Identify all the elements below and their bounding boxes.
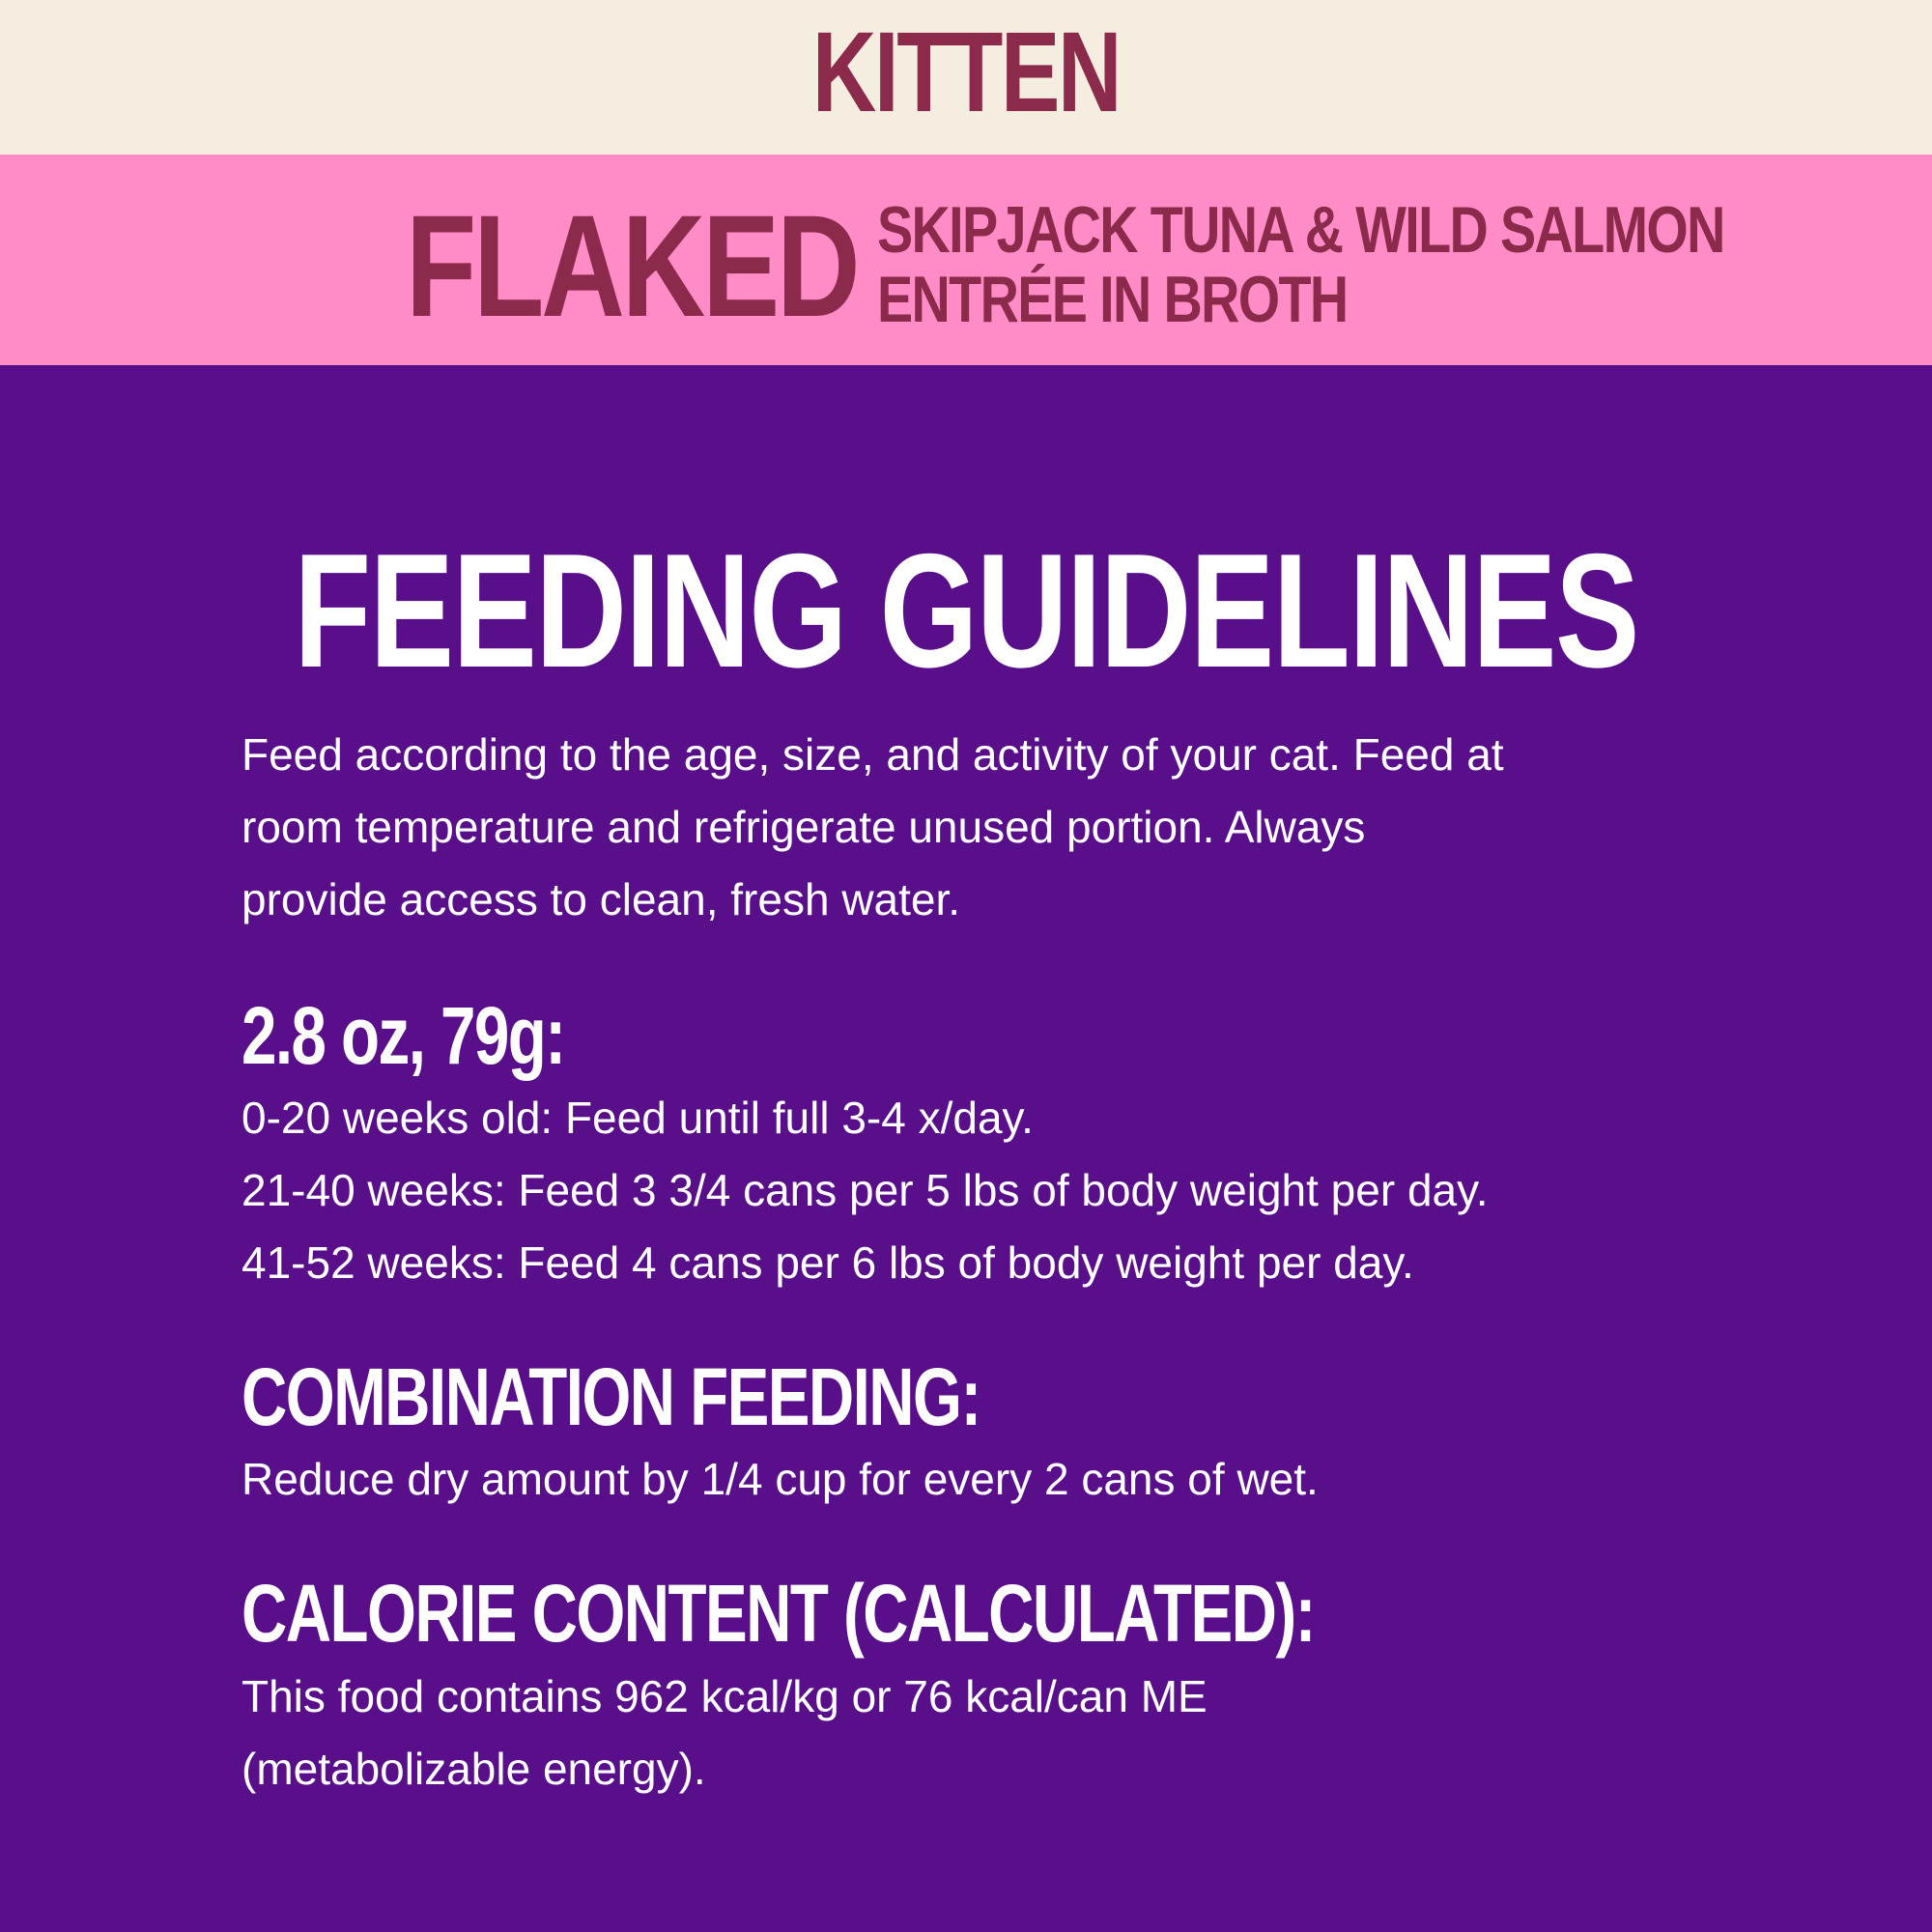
combination-text: Reduce dry amount by 1/4 cup for every 2 cans of wet. [242,1454,1319,1504]
feeding-row-41-52-weeks: 41-52 weeks: Feed 4 cans per 6 lbs of body weight per day. [242,1237,1414,1288]
intro-paragraph [242,719,1710,936]
product-style: FLAKED [406,185,858,347]
size-section-title: 2.8 oz, 79g: [242,990,565,1081]
feeding-row-21-40-weeks: 21-40 weeks: Feed 3 3/4 cans per 5 lbs of body weight per day. [242,1165,1489,1215]
intro-line-2: room temperature and refrigerate unused portion. Always [242,802,1366,852]
age-label: KITTEN [811,9,1121,136]
calorie-section-body [242,1661,1710,1805]
recipe-name-line-1: SKIPJACK TUNA & WILD SALMON [877,193,1724,267]
combination-section-title: COMBINATION FEEDING: [242,1351,980,1442]
page-title: FEEDING GUIDELINES [294,520,1638,701]
feeding-row-0-20-weeks: 0-20 weeks old: Feed until full 3-4 x/day. [242,1093,1034,1143]
calorie-section-title: CALORIE CONTENT (CALCULATED): [242,1568,1315,1659]
recipe-name [877,195,1724,334]
calorie-line-2: (metabolizable energy). [242,1744,706,1794]
calorie-line-1: This food contains 962 kcal/kg or 76 kcal/can ME [242,1671,1208,1721]
combination-section-body [242,1443,1710,1516]
recipe-name-line-2: ENTRÉE IN BROTH [877,263,1348,336]
size-section-body [242,1082,1710,1299]
intro-line-1: Feed according to the age, size, and activity of your cat. Feed at [242,729,1504,780]
intro-line-3: provide access to clean, fresh water. [242,874,961,924]
